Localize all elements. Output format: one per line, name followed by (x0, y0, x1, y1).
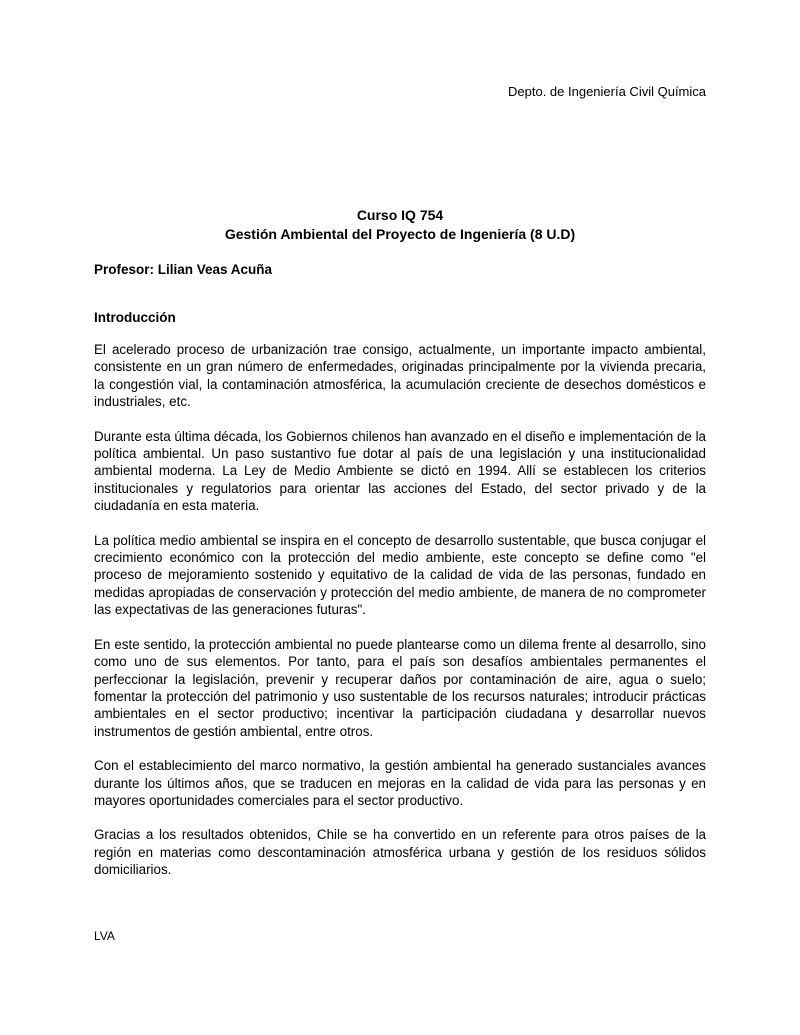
professor-line: Profesor: Lilian Veas Acuña (94, 262, 273, 277)
course-title: Gestión Ambiental del Proyecto de Ingeniería (8 U.D) (224, 226, 576, 242)
body-text (94, 341, 706, 896)
course-title-block (94, 206, 706, 244)
footer-initials: LVA (94, 929, 115, 943)
paragraph: La política medio ambiental se inspira en el concepto de desarrollo sustentable, que busca conjugar el crecimiento económico con la protección del medio ambiente, este concepto se define como "el proceso de mejoramiento sostenido y equitativo de la calidad de vida de las personas, fundado en medidas apropiadas de conservación y protección del medio ambiente, de manera de no comprometer las expectativas de las generaciones futuras". (94, 532, 706, 618)
section-heading: Introducción (94, 310, 176, 325)
course-code: Curso IQ 754 (356, 207, 444, 223)
paragraph: Durante esta última década, los Gobiernos chilenos han avanzado en el diseño e implementación de la política ambiental. Un paso sustantivo fue dotar al país de una legislación y una institucionalidad ambiental moderna. La Ley de Medio Ambiente se dictó en 1994. Allí se establecen los criterios institucionales y regulatorios para orientar las acciones del Estado, del sector privado y de la ciudadanía en esta materia. (94, 428, 706, 514)
paragraph: En este sentido, la protección ambiental no puede plantearse como un dilema frente al desarrollo, sino como uno de sus elementos. Por tanto, para el país son desafíos ambientales permanentes el perfeccionar la legislación, prevenir y recuperar daños por contaminación de aire, agua o suelo; fomentar la protección del patrimonio y uso sustentable de los recursos naturales; introducir prácticas ambientales en el sector productivo; incentivar la participación ciudadana y desarrollar nuevos instrumentos de gestión ambiental, entre otros. (94, 636, 706, 739)
paragraph: El acelerado proceso de urbanización trae consigo, actualmente, un importante impacto ambiental, consistente en un gran número de enfermedades, originadas principalmente por la vivienda precaria, la congestión vial, la contaminación atmosférica, la acumulación creciente de desechos domésticos e industriales, etc. (94, 342, 706, 410)
paragraph: Gracias a los resultados obtenidos, Chile se ha convertido en un referente para otros países de la región en materias como descontaminación atmosférica urbana y gestión de los residuos sólidos domiciliarios. (94, 827, 706, 878)
paragraph: Con el establecimiento del marco normativo, la gestión ambiental ha generado sustanciales avances durante los últimos años, que se traducen en mejoras en la calidad de vida para las personas y en mayores oportunidades comerciales para el sector productivo. (94, 758, 706, 808)
department-header: Depto. de Ingeniería Civil Química (508, 84, 706, 99)
